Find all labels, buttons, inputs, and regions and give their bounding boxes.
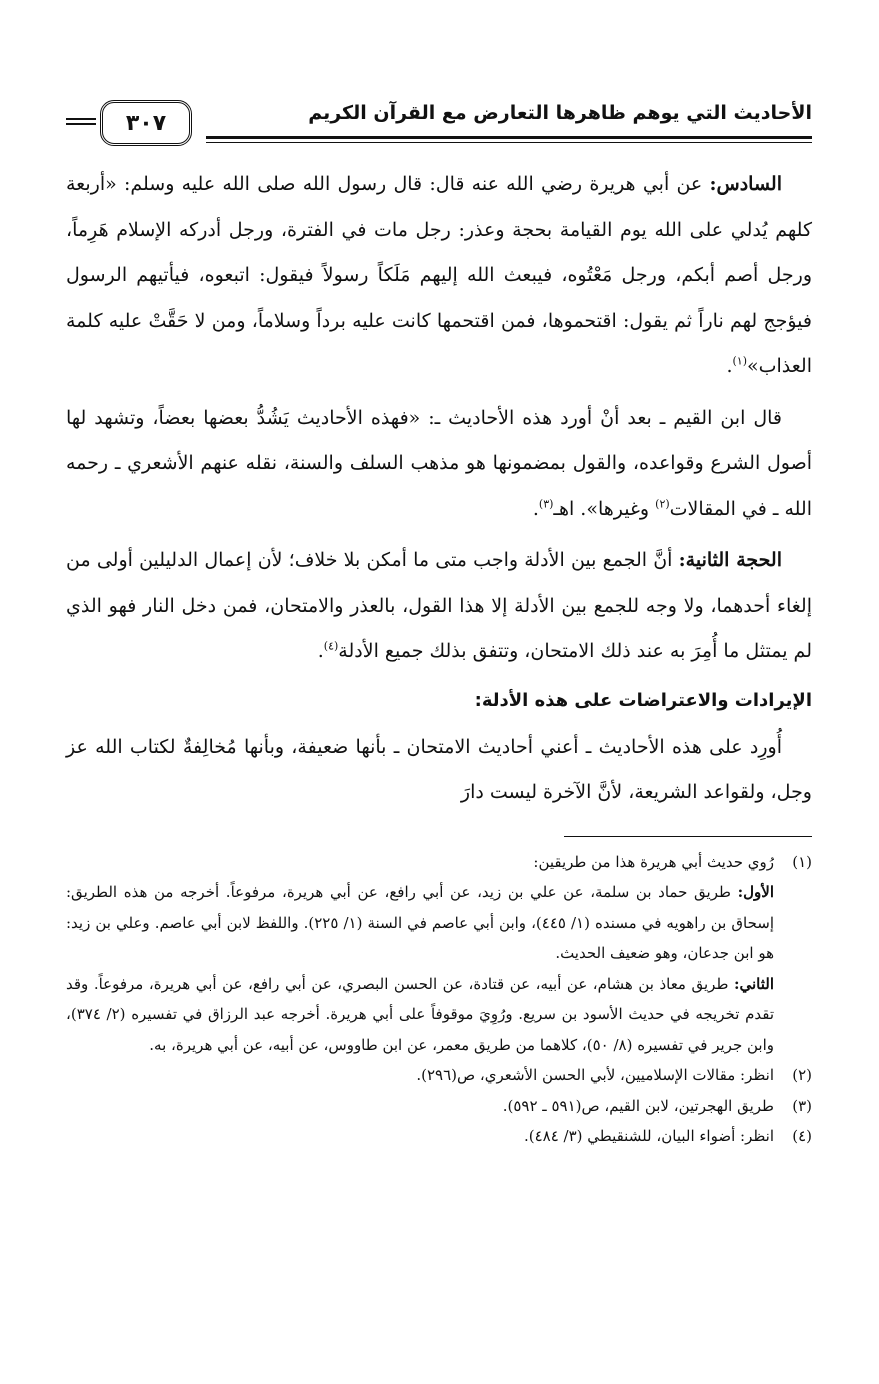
footnote-text <box>66 969 774 1061</box>
page-number-frame <box>100 100 192 146</box>
paragraph-text: قال ابن القيم ـ بعد أنْ أورد هذه الأحاديث ـ: «فهذه الأحاديث يَشُدُّ بعضها بعضاً، وتشهد لها أصول الشرع وقواعده، والقول بمضمونها هو مذهب السلف والسنة، نقله عنهم الأشعري ـ رحمه الله ـ في المقالات <box>66 406 812 520</box>
footnote-number: (٣) <box>792 1096 812 1115</box>
paragraph-end: . <box>532 497 539 520</box>
paragraph-ibn-qayyim <box>66 396 812 533</box>
footnote-label: الأول: <box>737 883 774 901</box>
footnote-text: انظر: مقالات الإسلاميين، لأبي الحسن الأشعري، ص(٢٩٦). <box>416 1066 774 1084</box>
footnote-text: طريق حماد بن سلمة، عن علي بن زيد، عن أبي رافع، عن أبي هريرة، مرفوعاً. أخرجه من هذه الطريق: إسحاق بن راهويه في مسنده (١/ ٤٤٥)، وابن أبي عاصم في السنة (١/ ٢٢٥). واللفظ لابن أبي عاصم. وعلي بن زيد: هو ابن جدعان، وهو ضعيف الحديث. <box>66 883 774 962</box>
footnote-number: (٢) <box>792 1066 812 1084</box>
footnote-body <box>66 847 774 1061</box>
running-header <box>66 96 812 152</box>
paragraph-text: أُورِد على هذه الأحاديث ـ أعني أحاديث الامتحان ـ بأنها ضعيفة، وبأنها مُخالِفةٌ لكتاب الله عز وجل، ولقواعد الشريعة، لأنَّ الآخرة ليست دارَ <box>66 735 812 803</box>
footnote-ref: (٣) <box>538 497 554 511</box>
footnote-3 <box>66 1091 812 1122</box>
paragraph-text: عن أبي هريرة رضي الله عنه قال: قال رسول الله صلى الله عليه وسلم: «أربعة كلهم يُدلي على الله يوم القيامة بحجة وعذر: رجل مات في الفترة، ورجل أدركه الإسلام هَرِماً، ورجل أصم أبكم، ورجل مَعْتُوه، فيبعث الله إليهم مَلَكاً رسولاً فيقول: اتبعوه، فيأتيهم الرسول فيؤجج لهم ناراً ثم يقول: اقتحموها، فمن اقتحمها كانت عليه برداً وسلاماً، ومن لا حَقَّتْ عليه كلمة العذاب» <box>66 173 812 377</box>
footnote-number: (١) <box>792 852 812 871</box>
footnote-text: طريق الهجرتين، لابن القيم، ص(٥٩١ ـ ٥٩٢). <box>502 1096 774 1115</box>
paragraph-end: . <box>317 640 324 662</box>
paragraph-text: أنَّ الجمع بين الأدلة واجب متى ما أمكن بلا خلاف؛ لأن إعمال الدليلين أولى من إلغاء أحدهما، ولا وجه للجمع بين الأدلة إلا هذا القول، بالعذر والامتحان، فمن دخل النار فهو الذي لم يمتثل ما أُمِرَ به عند ذلك الامتحان، وتتفق بذلك جميع الأدلة <box>66 549 812 662</box>
main-text <box>66 162 812 816</box>
footnote-text: طريق معاذ بن هشام، عن أبيه، عن قتادة، عن الحسن البصري، عن أبي رافع، عن أبي هريرة، مرفوعاً. وقد تقدم تخريجه في حديث الأسود بن سريع. ورُوِيَ موقوفاً على أبي هريرة. أخرجه عبد الرزاق في تفسيره (٢/ ٣٧٤)، وابن جرير في تفسيره (٨/ ٥٠)، كلاهما من طريق معمر، عن ابن طاووس، عن أبيه، عن أبي هريرة، به. <box>66 974 774 1054</box>
page-number: ٣٠٧ <box>125 110 167 136</box>
paragraph-end: . <box>726 355 733 377</box>
footnote-separator <box>564 836 812 837</box>
paragraph-sixth-hadith <box>66 162 812 390</box>
footnote-label: الثاني: <box>733 974 774 993</box>
footnote-ref: (٢) <box>655 497 670 511</box>
section-heading: الإيرادات والاعتراضات على هذه الأدلة: <box>474 689 812 711</box>
footnote-number: (٤) <box>792 1127 812 1145</box>
footnote-1 <box>66 847 812 1061</box>
footnote-text: انظر: أضواء البيان، للشنقيطي (٣/ ٤٨٤). <box>523 1127 774 1145</box>
book-page <box>66 96 812 1152</box>
running-title: الأحاديث التي يوهم ظاهرها التعارض مع القرآن الكريم <box>308 102 812 124</box>
paragraph-lead: السادس: <box>709 173 782 195</box>
footnote-ref: (٤) <box>323 639 339 653</box>
footnotes <box>66 847 812 1152</box>
footnote-2 <box>66 1060 812 1091</box>
header-rule <box>206 136 812 143</box>
footnote-ref: (١) <box>732 354 747 368</box>
page-number-ornament <box>66 118 96 125</box>
paragraph-objections <box>66 725 812 816</box>
paragraph-second-argument <box>66 538 812 675</box>
footnote-text: رُوي حديث أبي هريرة هذا من طريقين: <box>533 852 774 871</box>
footnote-text <box>66 877 774 969</box>
paragraph-lead: الحجة الثانية: <box>678 549 782 571</box>
paragraph-text: وغيرها». اهـ <box>553 497 656 520</box>
footnote-4 <box>66 1121 812 1152</box>
